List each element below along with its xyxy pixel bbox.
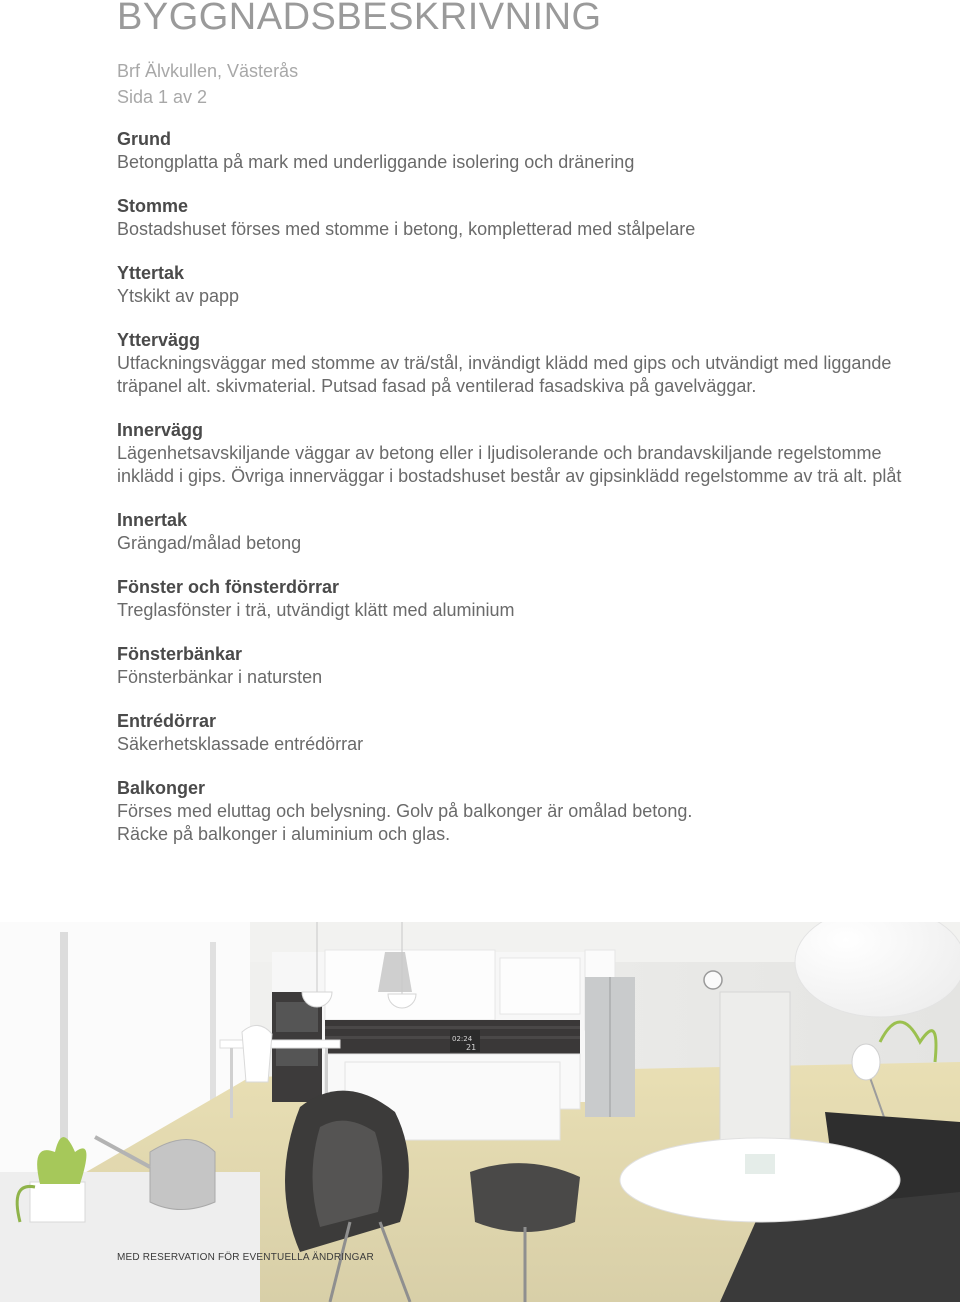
section-heading: Fönsterbänkar (117, 644, 243, 664)
section-heading: Fönster och fönsterdörrar (117, 577, 340, 597)
section-heading: Stomme (117, 196, 189, 216)
section-text: Lägenhetsavskiljande väggar av betong eller i ljudisolerande och brandavskiljande regelstomme (117, 443, 882, 463)
document-meta (117, 58, 298, 110)
section-heading: Yttervägg (117, 330, 201, 350)
section-text: Bostadshuset förses med stomme i betong, kompletterad med stålpelare (117, 219, 696, 239)
section-text: Räcke på balkonger i aluminium och glas. (117, 824, 451, 844)
document-title: BYGGNADSBESKRIVNING (117, 0, 602, 38)
section-text: träpanel alt. skivmaterial. Putsad fasad på ventilerad fasadskiva på gavelväggar. (117, 376, 757, 396)
section-text: Grängad/målad betong (117, 533, 302, 553)
spec-section (117, 128, 917, 174)
section-heading: Innertak (117, 510, 188, 530)
section-text: Treglasfönster i trä, utvändigt klätt med aluminium (117, 600, 515, 620)
spec-section (117, 576, 917, 622)
section-text: Förses med eluttag och belysning. Golv på balkonger är omålad betong. (117, 801, 693, 821)
spec-section (117, 643, 917, 689)
spec-section (117, 195, 917, 241)
page-number: Sida 1 av 2 (117, 87, 208, 107)
section-text: Ytskikt av papp (117, 286, 240, 306)
spec-section (117, 329, 917, 398)
section-text: Betongplatta på mark med underliggande isolering och dränering (117, 152, 635, 172)
section-text: inklädd i gips. Övriga innerväggar i bostadshuset består av gipsinklädd regelstomme av trä alt. plåt (117, 466, 902, 486)
spec-section (117, 777, 917, 846)
spec-section (117, 710, 917, 756)
section-heading: Yttertak (117, 263, 185, 283)
section-heading: Balkonger (117, 778, 206, 798)
kitchen-living-room-illustration (0, 922, 960, 1302)
spec-section (117, 419, 917, 488)
section-text: Fönsterbänkar i natursten (117, 667, 323, 687)
spec-section (117, 262, 917, 308)
section-list (117, 128, 917, 867)
spec-section (117, 509, 917, 555)
reservation-note: MED RESERVATION FÖR EVENTUELLA ÄNDRINGAR (117, 1252, 374, 1263)
oven-display-number: 21 (466, 1043, 477, 1052)
interior-photo (0, 922, 960, 1302)
section-text: Utfackningsväggar med stomme av trä/stål, invändigt klädd med gips och utvändigt med liggande (117, 353, 892, 373)
oven-display-time: 02:24 (452, 1035, 473, 1043)
section-text: Säkerhetsklassade entrédörrar (117, 734, 364, 754)
section-heading: Entrédörrar (117, 711, 217, 731)
project-name: Brf Älvkullen, Västerås (117, 61, 299, 81)
section-heading: Innervägg (117, 420, 204, 440)
section-heading: Grund (117, 129, 171, 149)
